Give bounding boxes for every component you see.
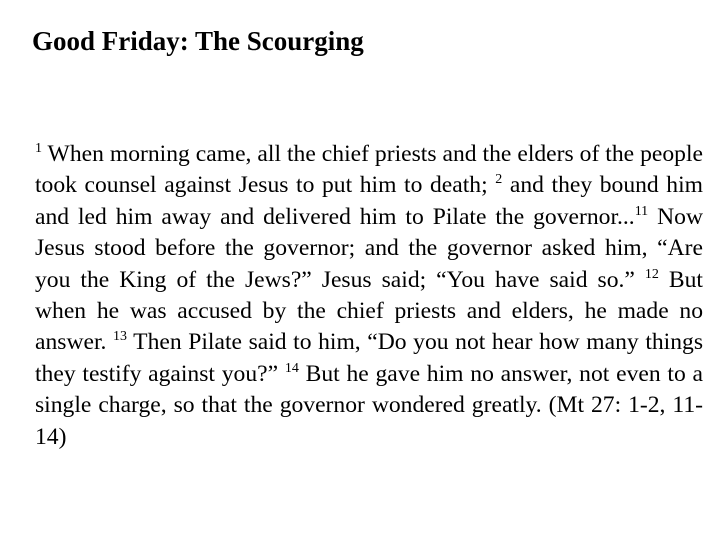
verse-text: and they bound him and led him away and delivered him to Pilate the governor...	[35, 172, 704, 230]
slide-title: Good Friday: The Scourging	[32, 26, 364, 56]
verse-number: 2	[495, 172, 503, 188]
verse-text: But he gave him no answer, not even to a single charge, so that the governor wondered greatly. (Mt 27: 1-2, 11-14)	[35, 360, 703, 450]
verse-text: Then Pilate said to him, “Do you not hear how many things they testify against you?”	[35, 329, 703, 387]
verse-number: 12	[644, 266, 659, 282]
verse-text: But when he was accused by the chief priests and elders, he made no answer.	[35, 266, 703, 356]
verse-number: 1	[35, 141, 42, 156]
scripture-passage	[35, 139, 703, 453]
verse-text: When morning came, all the chief priests and the elders of the people took counsel against Jesus to put him to death;	[35, 141, 703, 199]
verse-number: 13	[113, 329, 128, 345]
verse-number: 14	[284, 360, 299, 376]
verse-text: Now Jesus stood before the governor; and the governor asked him, “Are you the King of the Jews?” Jesus said; “You have said so.”	[35, 203, 703, 293]
verse-number: 11	[634, 203, 649, 219]
